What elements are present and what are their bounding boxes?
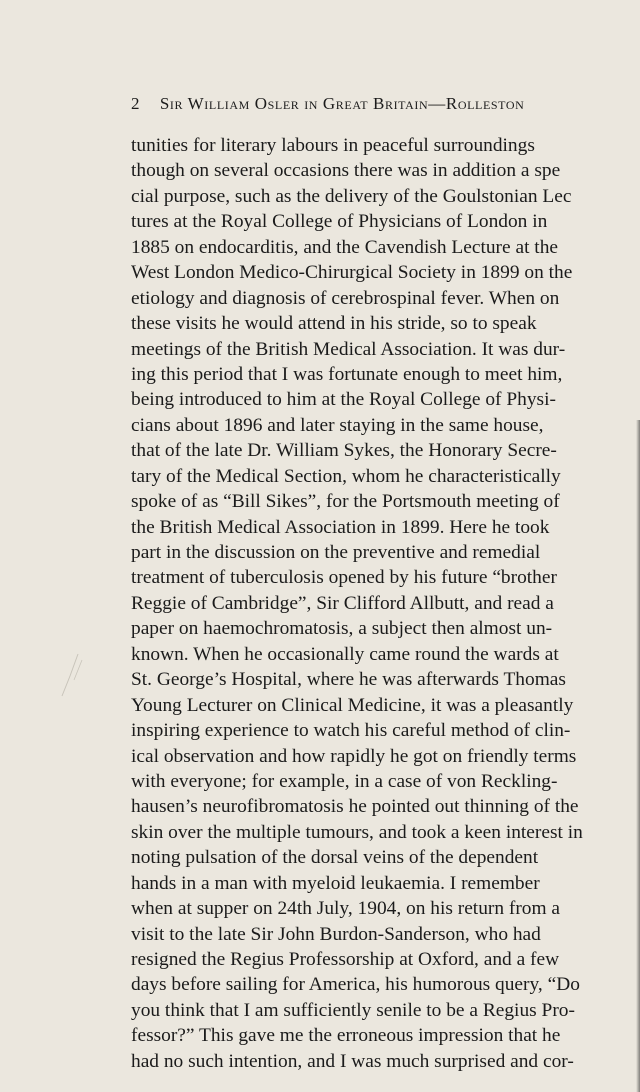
text-line: resigned the Regius Professorship at Oxford, and a few bbox=[131, 949, 560, 970]
text-line: skin over the multiple tumours, and took a keen interest in bbox=[131, 821, 583, 843]
text-line: visit to the late Sir John Burdon-Sanderson, who had bbox=[131, 923, 541, 945]
text-line: cians about 1896 and later staying in the same house, bbox=[131, 414, 544, 436]
text-line: days before sailing for America, his humorous query, “Do bbox=[131, 974, 580, 996]
text-line: meetings of the British Medical Association. It was dur- bbox=[131, 338, 566, 360]
text-line: hands in a man with myeloid leukaemia. I remember bbox=[131, 872, 540, 894]
body-text bbox=[131, 133, 640, 1074]
page-header bbox=[131, 94, 640, 118]
text-line: being introduced to him at the Royal College of Physi- bbox=[131, 389, 556, 411]
page-number: 2 bbox=[131, 94, 141, 113]
text-line: treatment of tuberculosis opened by his future “brother bbox=[131, 567, 557, 589]
running-head: Sir William Osler in Great Britain—Rolleston bbox=[159, 94, 525, 113]
text-line: ing this period that I was fortunate enough to meet him, bbox=[131, 363, 563, 385]
text-line: when at supper on 24th July, 1904, on his return from a bbox=[131, 898, 561, 920]
text-line: hausen’s neurofibromatosis he pointed out thinning of the bbox=[131, 796, 579, 818]
text-line: fessor?” This gave me the erroneous impression that he bbox=[131, 1025, 561, 1047]
text-line: West London Medico-Chirurgical Society in 1899 on the bbox=[131, 262, 573, 284]
text-line: Young Lecturer on Clinical Medicine, it was a pleasantly bbox=[131, 694, 574, 716]
text-line: inspiring experience to watch his careful method of clin- bbox=[131, 720, 571, 742]
text-line: had no such intention, and I was much surprised and cor- bbox=[131, 1050, 574, 1072]
text-line: tunities for literary labours in peaceful surroundings bbox=[131, 135, 535, 156]
text-line: tary of the Medical Section, whom he characteristically bbox=[131, 465, 561, 487]
text-line: ical observation and how rapidly he got on friendly terms bbox=[131, 745, 577, 767]
text-line: known. When he occasionally came round the wards at bbox=[131, 643, 559, 665]
text-line: St. George’s Hospital, where he was afterwards Thomas bbox=[131, 669, 566, 691]
text-line: these visits he would attend in his stride, so to speak bbox=[131, 313, 537, 335]
text-line: though on several occasions there was in addition a spe bbox=[131, 160, 561, 182]
text-line: part in the discussion on the preventive and remedial bbox=[131, 542, 541, 563]
text-line: paper on haemochromatosis, a subject then almost un- bbox=[131, 618, 553, 640]
page-edge-shadow bbox=[636, 420, 640, 1092]
text-line: you think that I am sufficiently senile to be a Regius Pro- bbox=[131, 999, 575, 1021]
text-line: cial purpose, such as the delivery of the Goulstonian Lec bbox=[131, 185, 572, 207]
text-line: Reggie of Cambridge”, Sir Clifford Allbutt, and read a bbox=[131, 592, 554, 614]
text-line: tures at the Royal College of Physicians of London in bbox=[131, 211, 548, 233]
pencil-mark bbox=[56, 650, 86, 700]
text-line: that of the late Dr. William Sykes, the Honorary Secre- bbox=[131, 440, 557, 462]
text-line: spoke of as “Bill Sikes”, for the Portsmouth meeting of bbox=[131, 491, 560, 513]
text-line: with everyone; for example, in a case of von Reckling- bbox=[131, 770, 558, 792]
text-line: the British Medical Association in 1899. Here he took bbox=[131, 516, 550, 538]
text-line: 1885 on endocarditis, and the Cavendish Lecture at the bbox=[131, 236, 559, 258]
text-line: noting pulsation of the dorsal veins of the dependent bbox=[131, 847, 539, 869]
text-line: etiology and diagnosis of cerebrospinal fever. When on bbox=[131, 287, 560, 309]
